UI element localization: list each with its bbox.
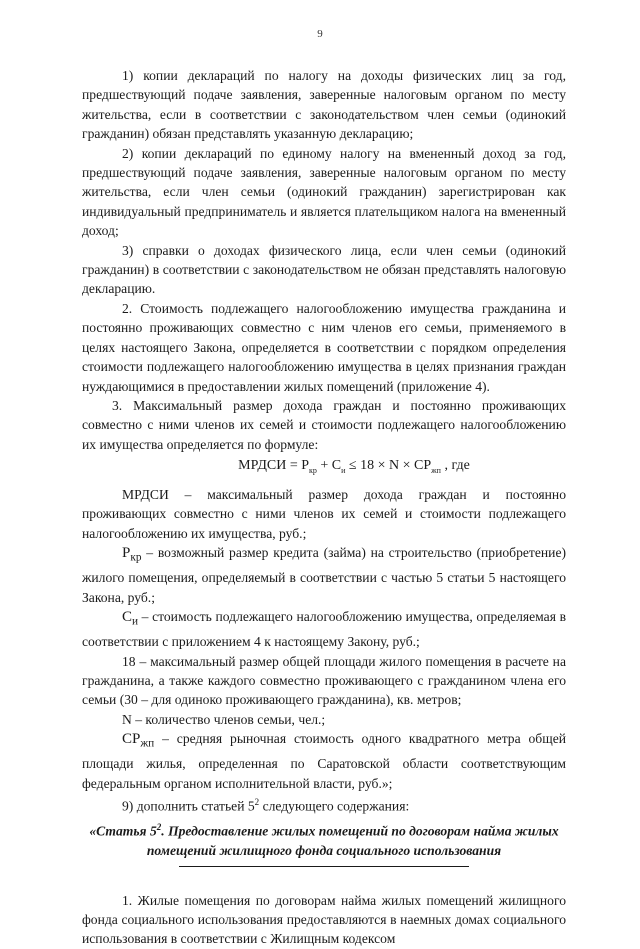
article-paragraph-1: 1. Жилые помещения по договорам найма жилых помещений жилищного фонда социального использования предоставляются в наемных домах социального использования в соответствии с Жилищным кодексом [82,892,566,947]
item-9-superscript: 2 [254,797,260,808]
formula-cp-subscript: жп [431,465,441,475]
definition-cp [82,729,566,793]
item-9-tail: следующего содержания: [259,798,410,814]
document-body [82,66,566,949]
paragraph-max-income-formula-intro: 3. Максимальный размер дохода граждан и постоянно проживающих совместно с ними членов их семей и стоимости подлежащего налогообложению их имущества определяется по формуле: [82,397,566,452]
formula-ci-subscript: и [341,465,346,475]
definition-ci-subscript: и [132,615,139,628]
formula-rest: ≤ 18 × N × СР [345,458,432,474]
definition-cp-symbol: СР [122,731,141,748]
formula-plus-ci: + С [316,458,342,474]
paragraph-income-certificates: 3) справки о доходах физического лица, если член семьи (одинокий гражданин) в соответствии с законодательством не обязан представлять налоговую декларацию. [82,242,566,297]
definition-rkr-subscript: кр [130,551,142,564]
definition-cp-text: – средняя рыночная стоимость одного квадратного метра общей площади жилья, определенная по Саратовской области соответствующим федеральным органом исполнительной власти, руб.»; [82,731,566,791]
article-heading-prefix: «Статья 5 [89,823,157,839]
formula-tail: , где [440,458,470,474]
definition-rkr-text: – возможный размер кредита (займа) на строительство (приобретение) жилого помещения, определяемый в соответствии с частью 5 статьи 5 настоящего Закона, руб.; [82,545,566,605]
formula-mrdsi [82,456,566,481]
definition-cp-subscript: жп [140,737,155,750]
spacer [82,867,566,891]
paragraph-item-9 [82,793,566,816]
article-heading-title: . Предоставление жилых помещений по договорам найма жилых помещений жилищного фонда социального использования [146,823,559,858]
definition-mrdsi: МРДСИ – максимальный размер дохода граждан и постоянно проживающих совместно с ними членов их семей и стоимости подлежащего налогообложению их имущества, руб.; [82,486,566,541]
paragraph-imputed-tax-declarations: 2) копии деклараций по единому налогу на вмененный доход за год, предшествующий подаче заявления, заверенные налоговым органом по месту жительства, если член семьи (одинокий гражданин) зарегистрирован как индивидуальный предприниматель и является плательщиком налога на вмененный доход; [82,145,566,239]
paragraph-property-value: 2. Стоимость подлежащего налогообложению имущества гражданина и постоянно проживающих совместно с ним членов его семьи, применяемого в целях настоящего Закона, определяется в соответствии с порядком определения стоимости подлежащего налогообложению имущества в целях признания граждан нуждающимися в предоставлении жилых помещений (приложение 4). [82,300,566,394]
article-heading-superscript: 2 [156,822,162,833]
paragraph-income-tax-declarations: 1) копии деклараций по налогу на доходы физических лиц за год, предшествующий подаче заявления, заверенные налоговым органом по месту жительства, если в соответствии с законодательством член семьи (одинокий гражданин) обязан представлять указанную декларацию; [82,68,566,142]
formula-lhs: МРДСИ = Р [238,458,310,474]
item-9-text: 9) дополнить статьей 5 [122,798,255,814]
definition-n: N – количество членов семьи, чел.; [122,711,326,727]
definition-ci [82,607,566,652]
definition-eighteen: 18 – максимальный размер общей площади жилого помещения в расчете на гражданина, а также каждого совместно проживающего с гражданином члена его семьи (30 – для одиноко проживающего гражданина), кв. метров; [82,653,566,708]
page-number: 9 [317,28,323,40]
definition-rkr-symbol: Р [122,545,131,562]
definition-rkr [82,543,566,607]
definition-ci-symbol: С [122,609,133,626]
article-heading [82,818,566,860]
definition-ci-text: – стоимость подлежащего налогообложению имущества, определяемая в соответствии с приложением 4 к настоящему Закону, руб.; [82,609,566,650]
formula-rkr-subscript: кр [309,465,317,475]
